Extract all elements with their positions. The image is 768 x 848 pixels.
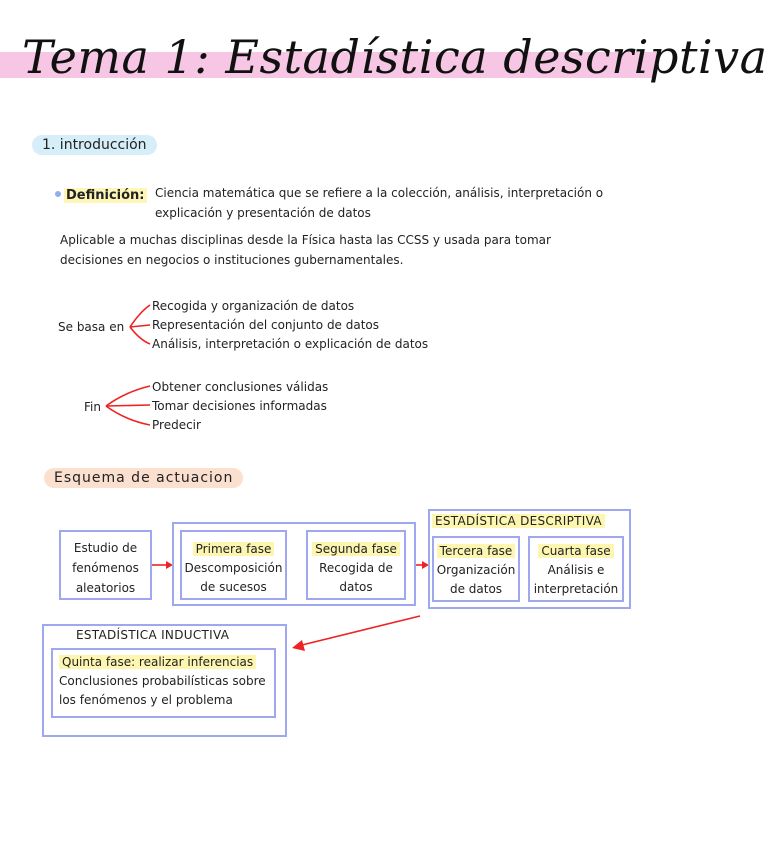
tercera-fase-box (432, 536, 520, 602)
aplicable-text-1: Aplicable a muchas disciplinas desde la Física hasta las CCSS y usada para tomar (60, 233, 551, 247)
cuarta-fase-desc: interpretación (533, 582, 619, 596)
quinta-fase-box (51, 648, 276, 718)
fin-item: Tomar decisiones informadas (152, 399, 327, 413)
estudio-line: aleatorios (75, 581, 136, 595)
definicion-text-2: explicación y presentación de datos (155, 206, 371, 220)
primera-fase-title: Primera fase (193, 542, 275, 556)
primera-fase-desc: Descomposición (184, 561, 283, 575)
primera-fase-desc: de sucesos (200, 580, 267, 594)
cuarta-fase-box (528, 536, 624, 602)
estudio-box (59, 530, 152, 600)
se-basa-item: Representación del conjunto de datos (152, 318, 380, 332)
cuarta-fase-desc: Análisis e (547, 563, 605, 577)
tercera-fase-title: Tercera fase (437, 544, 516, 558)
tercera-fase-desc: Organización (436, 563, 516, 577)
fin-item: Predecir (152, 418, 201, 432)
se-basa-item: Recogida y organización de datos (152, 299, 355, 313)
quinta-fase-title: Quinta fase: realizar inferencias (59, 655, 256, 669)
tercera-fase-desc: de datos (449, 582, 503, 596)
page-title: Tema 1: Estadística descriptiva (22, 30, 768, 84)
section-heading-introduccion: 1. introducción (32, 135, 157, 155)
primera-fase-box (180, 530, 287, 600)
descriptiva-heading: ESTADÍSTICA DESCRIPTIVA (432, 514, 605, 528)
segunda-fase-box (306, 530, 406, 600)
se-basa-label: Se basa en (58, 320, 125, 334)
quinta-fase-desc: los fenómenos y el problema (59, 693, 233, 707)
fin-label: Fin (84, 400, 101, 414)
definicion-text-1: Ciencia matemática que se refiere a la colección, análisis, interpretación o (155, 186, 604, 200)
segunda-fase-title: Segunda fase (312, 542, 400, 556)
estudio-line: Estudio de (73, 541, 138, 555)
definicion-label: Definición: (66, 188, 145, 203)
segunda-fase-desc: datos (339, 580, 373, 594)
estudio-line: fenómenos (72, 561, 139, 575)
arrow-3 (302, 616, 420, 645)
inductiva-heading: ESTADÍSTICA INDUCTIVA (76, 628, 230, 642)
quinta-fase-desc: Conclusiones probabilísticas sobre (59, 674, 266, 688)
section-heading-esquema: Esquema de actuacion (44, 468, 243, 488)
cuarta-fase-title: Cuarta fase (538, 544, 613, 558)
se-basa-item: Análisis, interpretación o explicación de datos (152, 337, 429, 351)
fin-item: Obtener conclusiones válidas (152, 380, 329, 394)
segunda-fase-desc: Recogida de (319, 561, 393, 575)
aplicable-text-2: decisiones en negocios o instituciones gubernamentales. (60, 253, 404, 267)
